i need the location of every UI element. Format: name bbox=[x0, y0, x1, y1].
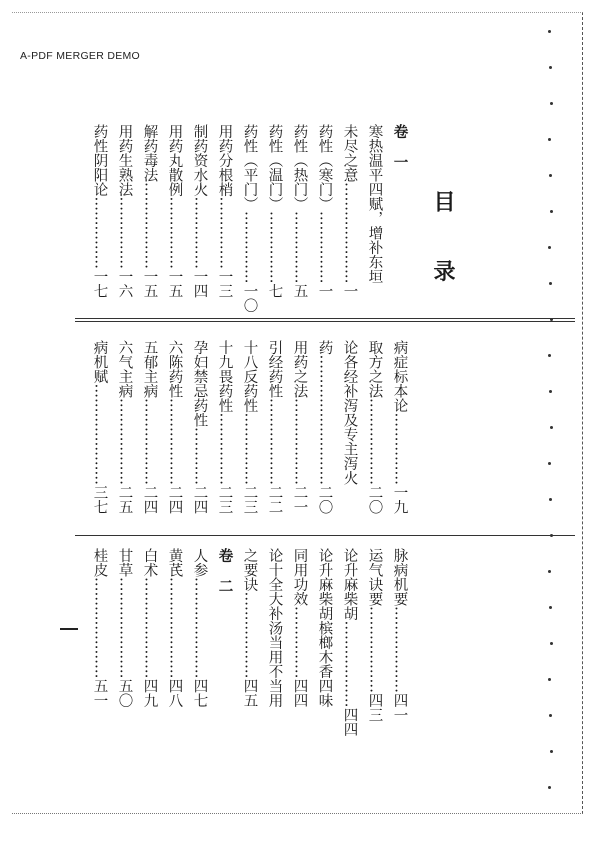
toc-entry: 之要诀………………四五 bbox=[241, 548, 258, 708]
toc-entry: 脉病机要………………四一 bbox=[391, 548, 408, 722]
toc-entry: 解药毒法………………一五 bbox=[141, 124, 158, 298]
toc-entry: 用药分根梢……………一三 bbox=[216, 124, 233, 298]
scan-artifact bbox=[548, 354, 551, 357]
toc-entry: 桂皮…………………五一 bbox=[91, 548, 108, 708]
toc-entry: 制药资水火……………一四 bbox=[191, 124, 208, 298]
toc-entry: 药性（温门）……………七 bbox=[266, 124, 283, 298]
toc-entry: 药性阴阳论……………一七 bbox=[91, 124, 108, 298]
toc-entry: 药性（平门）……………一〇 bbox=[241, 124, 258, 313]
scan-artifact bbox=[548, 786, 551, 789]
scan-artifact bbox=[550, 102, 553, 105]
scan-artifact bbox=[548, 138, 551, 141]
scan-artifact bbox=[549, 498, 552, 501]
toc-entry: 五郁主病………………二四 bbox=[141, 340, 158, 514]
toc-entry: 引经药性………………二二 bbox=[266, 340, 283, 514]
toc-entry: 白术…………………四九 bbox=[141, 548, 158, 708]
toc-entry: 药性（寒门）……………一 bbox=[316, 124, 333, 298]
toc-entry: 同用功效……………四四 bbox=[291, 548, 308, 708]
toc-entry: 六气主病………………二五 bbox=[116, 340, 133, 514]
scan-artifact bbox=[550, 750, 553, 753]
scan-artifact bbox=[550, 534, 553, 537]
scan-artifact bbox=[549, 174, 552, 177]
scan-artifact bbox=[548, 570, 551, 573]
toc-entry: 用药生熟法……………一六 bbox=[116, 124, 133, 298]
scan-artifact bbox=[548, 246, 551, 249]
scan-artifact bbox=[548, 678, 551, 681]
toc-entry: 寒热温平四赋，增补东垣 bbox=[366, 124, 383, 284]
toc-entry: 六陈药性………………二四 bbox=[166, 340, 183, 514]
toc-entry: 取方之法………………二〇 bbox=[366, 340, 383, 514]
scan-artifact bbox=[549, 714, 552, 717]
scan-artifact bbox=[549, 606, 552, 609]
divider-2 bbox=[75, 535, 575, 536]
volume-heading: 卷一 bbox=[391, 124, 409, 185]
scan-artifact bbox=[549, 282, 552, 285]
page-title: 目 录 bbox=[430, 190, 456, 302]
toc-entry: 人参…………………四七 bbox=[191, 548, 208, 708]
toc-entry: 药性（热门）……………五 bbox=[291, 124, 308, 298]
toc-entry: 论十全大补汤当用不当用 bbox=[266, 548, 283, 708]
toc-entry: 黄芪…………………四八 bbox=[166, 548, 183, 708]
toc-entry: 用药之法………………二一 bbox=[291, 340, 308, 514]
toc-entry: 药………………………二〇 bbox=[316, 340, 333, 514]
divider-1 bbox=[75, 318, 575, 319]
toc-entry: 用药丸散例……………一五 bbox=[166, 124, 183, 298]
divider-1b bbox=[75, 321, 575, 322]
toc-entry: 甘草…………………五〇 bbox=[116, 548, 133, 708]
scan-artifact bbox=[548, 462, 551, 465]
volume-heading: 卷二 bbox=[216, 548, 234, 609]
margin-mark bbox=[60, 628, 78, 630]
toc-entry: 病机赋…………………三七 bbox=[91, 340, 108, 514]
scan-artifact bbox=[550, 426, 553, 429]
watermark: A-PDF MERGER DEMO bbox=[20, 50, 141, 62]
toc-entry: 十九畏药性……………二三 bbox=[216, 340, 233, 514]
scan-artifact bbox=[550, 642, 553, 645]
toc-entry: 十八反药性……………二三 bbox=[241, 340, 258, 514]
toc-entry: 病症标本论……………一九 bbox=[391, 340, 408, 514]
toc-entry: 运气诀要………………四三 bbox=[366, 548, 383, 722]
scan-artifact bbox=[550, 318, 553, 321]
toc-entry: 孕妇禁忌药性…………二四 bbox=[191, 340, 208, 514]
scan-artifact bbox=[548, 30, 551, 33]
toc-entry: 论升麻柴胡槟榔木香四味 bbox=[316, 548, 333, 708]
scan-artifact bbox=[549, 66, 552, 69]
toc-entry: 论各经补泻及专主泻火 bbox=[341, 340, 358, 485]
toc-entry: 未尽之意…………………一 bbox=[341, 124, 358, 298]
scan-artifact bbox=[549, 390, 552, 393]
toc-entry: 论升麻柴胡………………四四 bbox=[341, 548, 358, 737]
scan-artifact bbox=[550, 210, 553, 213]
